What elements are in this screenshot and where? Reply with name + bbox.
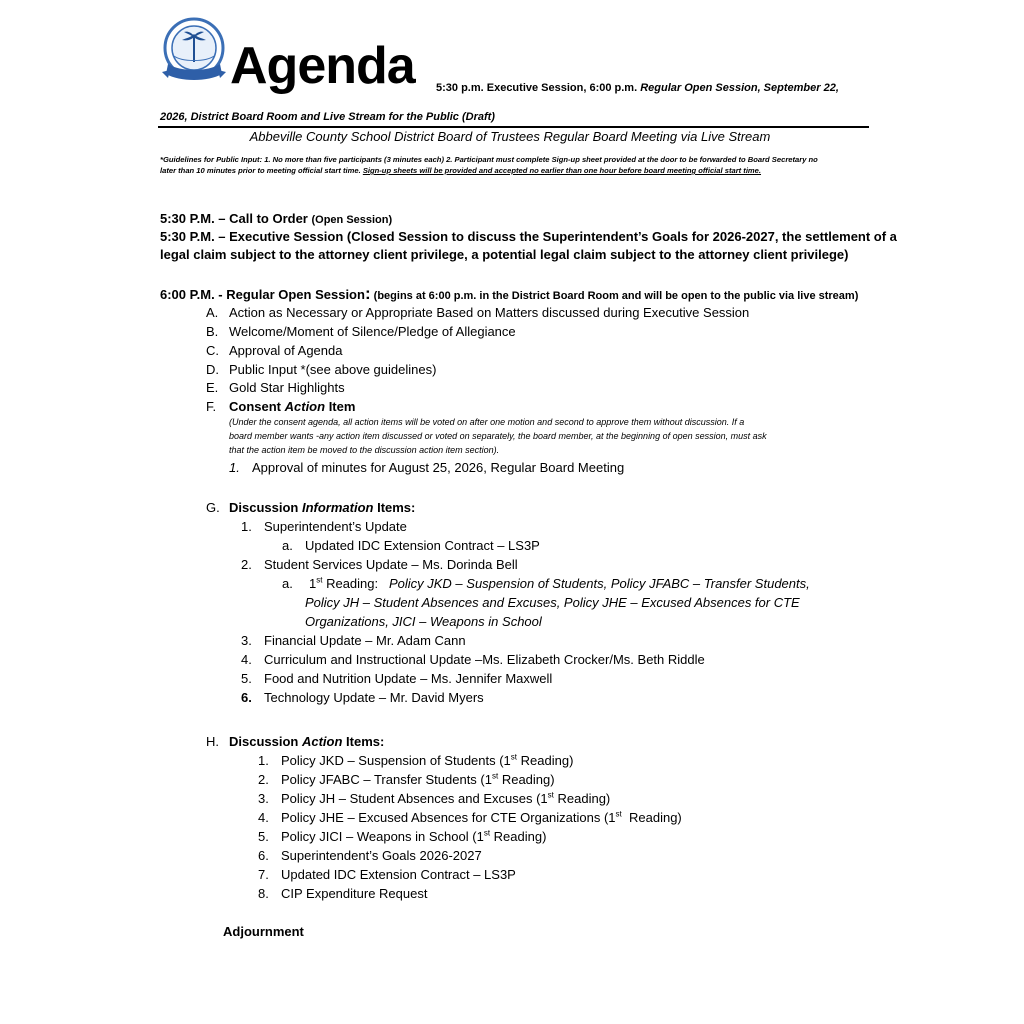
h-sub-main: Policy JKD – Suspension of Students (1	[281, 753, 511, 768]
guidelines-signup-note: Sign-up sheets will be provided and accepted no earlier than one hour before board meeting official start time.	[362, 166, 762, 175]
item-e-letter: E.	[206, 380, 219, 395]
h-sub-number: 4.	[258, 810, 269, 825]
first-reading-policies-line-3: Organizations, JICI – Weapons in School	[305, 614, 542, 629]
h-sub-number: 2.	[258, 772, 269, 787]
h-sub-number: 6.	[258, 848, 269, 863]
consent-label: Consent	[229, 399, 285, 414]
h-sub-text	[281, 753, 573, 768]
h-sub-text	[281, 791, 610, 806]
h-sub-text: CIP Expenditure Request	[281, 886, 428, 901]
h-sub-sup: st	[483, 828, 491, 838]
h-sub-text	[281, 810, 682, 825]
h-sub-sup: st	[615, 809, 622, 819]
g-subsub-letter: a.	[282, 538, 293, 553]
g-subsub-letter: a.	[282, 576, 293, 591]
item-d-text: Public Input *(see above guidelines)	[229, 362, 437, 377]
h-sub-sup: st	[510, 752, 518, 762]
session-date-start: Regular Open Session, September 22,	[640, 82, 839, 94]
executive-session-line-2: legal claim subject to the attorney client privilege, a potential legal claim subject to the attorney client privilege)	[160, 247, 849, 262]
h-sub-tail: Reading)	[621, 810, 682, 825]
district-seal-logo	[160, 16, 228, 90]
item-a-text: Action as Necessary or Appropriate Based on Matters discussed during Executive Session	[229, 305, 750, 320]
public-input-guidelines-line-1: *Guidelines for Public Input: 1. No more than five participants (3 minutes each) 2. Participant must complete Sign-up sheet provided at the door to be forwarded to Board Secretary no	[160, 155, 818, 164]
item-a-letter: A.	[206, 305, 219, 320]
guidelines-deadline: later than 10 minutes prior to meeting official start time.	[160, 166, 363, 175]
regular-session-colon: :	[364, 284, 371, 303]
call-to-order-label: 5:30 P.M. – Call to Order	[160, 211, 312, 226]
regular-session-label: 6:00 P.M. - Regular Open Session	[160, 287, 365, 302]
executive-session-line-1: 5:30 P.M. – Executive Session (Closed Session to discuss the Superintendent’s Goals for 2026-2027, the settlement of a	[160, 229, 897, 244]
consent-action-label: Action	[284, 399, 326, 414]
first-reading-label	[309, 576, 810, 591]
consent-sub-1-number: 1.	[229, 460, 240, 475]
h-sub-main: Policy JICI – Weapons in School (1	[281, 829, 484, 844]
consent-sub-1-text: Approval of minutes for August 25, 2026, Regular Board Meeting	[252, 460, 625, 475]
first-reading-text: Reading:	[322, 576, 389, 591]
g-sub-number: 1.	[241, 519, 252, 534]
g-sub-text: Food and Nutrition Update – Ms. Jennifer Maxwell	[264, 671, 553, 686]
consent-note-line-2: board member wants -any action item discussed or voted on separately, the board member, at the beginning of open session, must ask	[229, 431, 767, 441]
items-label: Items:	[373, 500, 416, 515]
adjournment: Adjournment	[223, 924, 304, 939]
h-sub-text	[281, 829, 546, 844]
h-sub-tail: Reading)	[517, 753, 574, 768]
item-e-text: Gold Star Highlights	[229, 380, 345, 395]
h-sub-text: Updated IDC Extension Contract – LS3P	[281, 867, 516, 882]
item-g-letter: G.	[206, 500, 220, 515]
h-sub-text: Superintendent’s Goals 2026-2027	[281, 848, 482, 863]
call-to-order	[160, 210, 392, 229]
first-reading-sup: st	[316, 575, 323, 585]
g-sub-text: Technology Update – Mr. David Myers	[264, 690, 484, 705]
call-to-order-note: (Open Session)	[311, 214, 393, 226]
item-d-letter: D.	[206, 362, 219, 377]
h-sub-main: Policy JHE – Excused Absences for CTE Organizations (1	[281, 810, 616, 825]
g-sub-text: Curriculum and Instructional Update –Ms. Elizabeth Crocker/Ms. Beth Riddle	[264, 652, 705, 667]
h-sub-number: 3.	[258, 791, 269, 806]
g-sub-number: 4.	[241, 652, 252, 667]
h-sub-text	[281, 772, 555, 787]
g-sub-text: Superintendent’s Update	[264, 519, 407, 534]
first-reading-policies-line-2: Policy JH – Student Absences and Excuses, Policy JHE – Excused Absences for CTE	[305, 595, 800, 610]
h-sub-tail: Reading)	[498, 772, 555, 787]
item-b-letter: B.	[206, 324, 219, 339]
consent-note-line-3: that the action item be moved to the discussion action item section).	[229, 445, 500, 455]
g-subsub-text: Updated IDC Extension Contract – LS3P	[305, 538, 540, 553]
h-sub-number: 7.	[258, 867, 269, 882]
item-b-text: Welcome/Moment of Silence/Pledge of Allegiance	[229, 324, 516, 339]
regular-open-session	[160, 285, 858, 305]
item-f-heading	[229, 399, 355, 414]
items-label: Items:	[342, 734, 385, 749]
page-title: Agenda	[230, 37, 415, 95]
g-sub-number: 5.	[241, 671, 252, 686]
discussion-label: Discussion	[229, 500, 302, 515]
meeting-subtitle: Abbeville County School District Board of Trustees Regular Board Meeting via Live Stream	[249, 129, 771, 144]
g-sub-number: 6.	[241, 690, 252, 705]
item-f-letter: F.	[206, 399, 217, 414]
g-sub-number: 3.	[241, 633, 252, 648]
h-sub-main: Policy JH – Student Absences and Excuses (1	[281, 791, 548, 806]
h-sub-number: 8.	[258, 886, 269, 901]
g-sub-number: 2.	[241, 557, 252, 572]
item-c-letter: C.	[206, 343, 219, 358]
g-sub-text: Student Services Update – Ms. Dorinda Bell	[264, 557, 518, 572]
h-sub-number: 1.	[258, 753, 269, 768]
public-input-guidelines-line-2	[160, 165, 761, 176]
h-sub-sup: st	[491, 771, 499, 781]
h-sub-number: 5.	[258, 829, 269, 844]
h-sub-sup: st	[547, 790, 554, 800]
first-reading-number: 1	[309, 576, 317, 591]
item-g-heading	[229, 500, 415, 515]
item-c-text: Approval of Agenda	[229, 343, 343, 358]
action-label: Action	[301, 734, 343, 749]
consent-item-label: Item	[325, 399, 356, 414]
h-sub-tail: Reading)	[553, 791, 611, 806]
discussion-label: Discussion	[229, 734, 302, 749]
first-reading-policies-line-1: Policy JKD – Suspension of Students, Policy JFABC – Transfer Students,	[388, 576, 810, 591]
session-date-location: 2026, District Board Room and Live Stream for the Public (Draft)	[160, 111, 495, 123]
session-times: 5:30 p.m. Executive Session, 6:00 p.m.	[436, 82, 641, 94]
h-sub-tail: Reading)	[490, 829, 547, 844]
session-time-line	[436, 82, 839, 94]
regular-session-note: (begins at 6:00 p.m. in the District Board Room and will be open to the public via live stream)	[370, 290, 859, 302]
h-sub-main: Policy JFABC – Transfer Students (1	[281, 772, 492, 787]
item-h-letter: H.	[206, 734, 219, 749]
header-divider	[158, 126, 869, 128]
information-label: Information	[301, 500, 374, 515]
g-sub-text: Financial Update – Mr. Adam Cann	[264, 633, 466, 648]
consent-note-line-1: (Under the consent agenda, all action items will be voted on after one motion and second to approve them without discussion. If a	[229, 417, 745, 427]
item-h-heading	[229, 734, 384, 749]
